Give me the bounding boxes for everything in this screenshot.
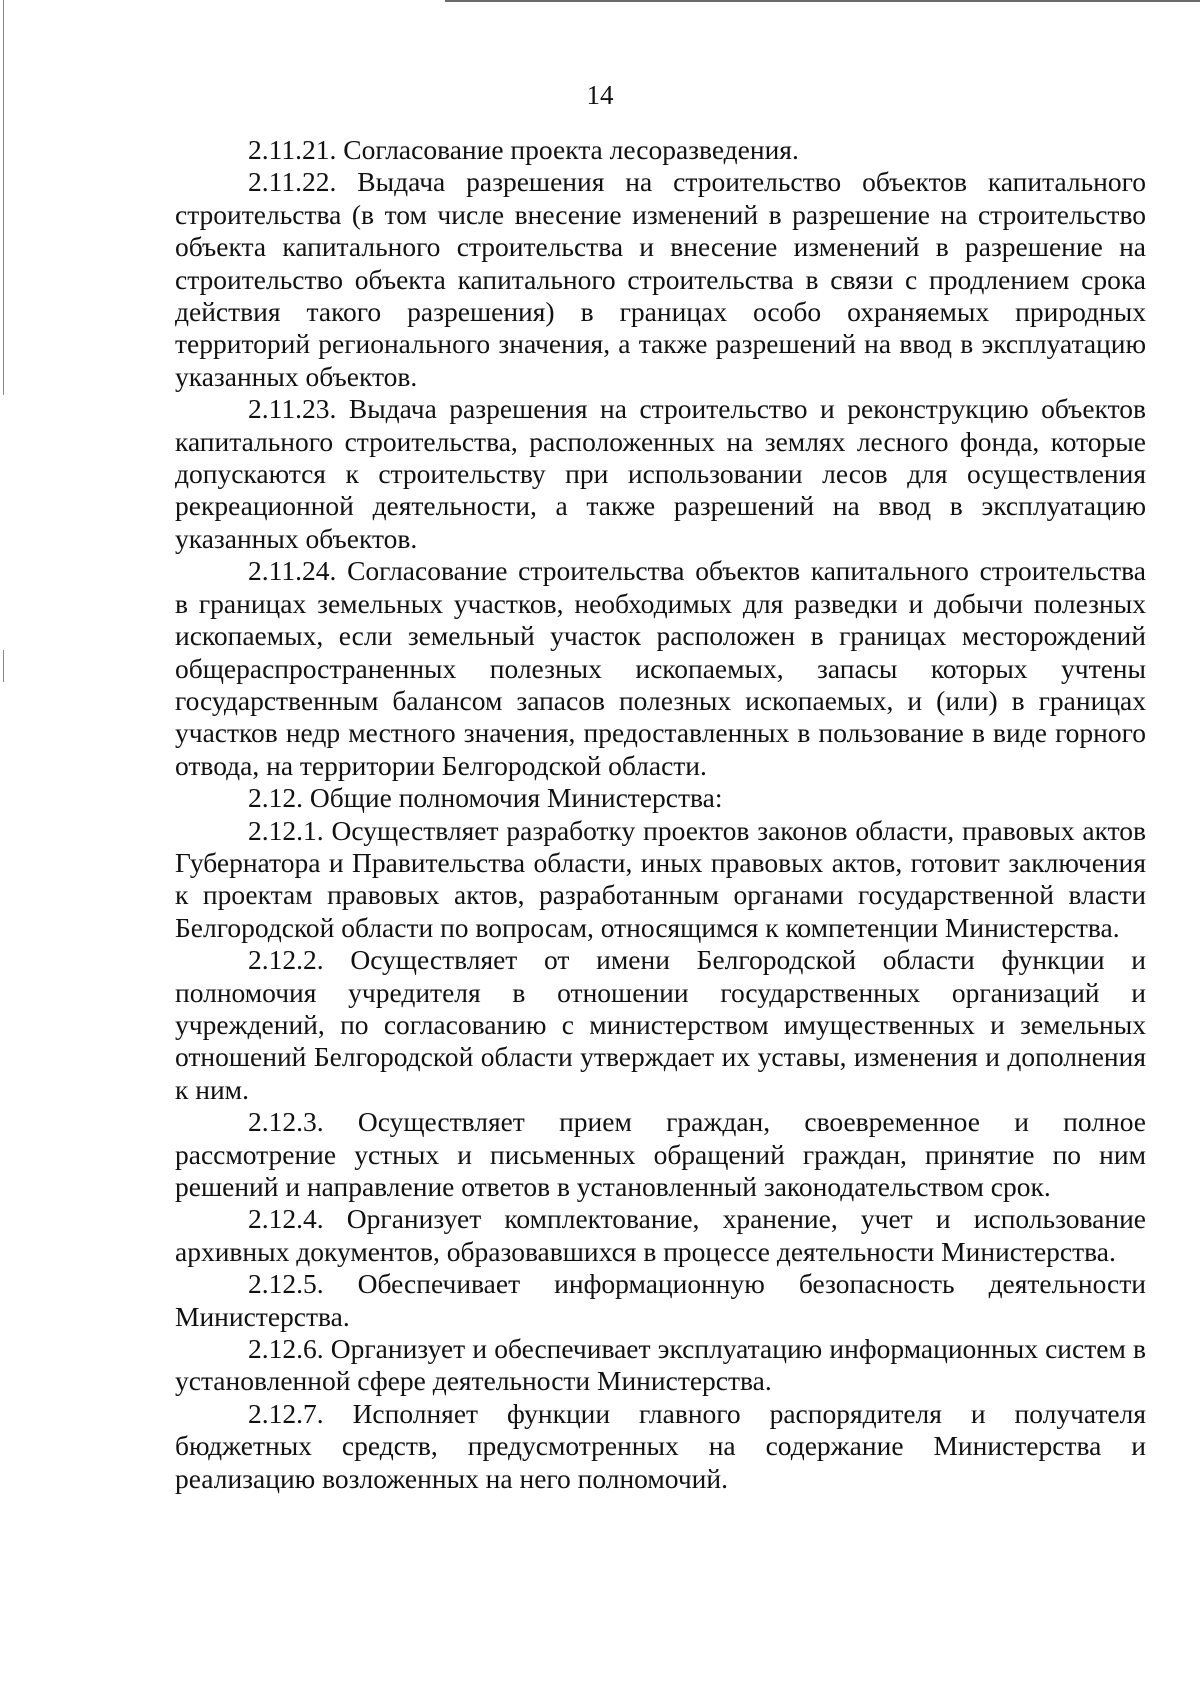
paragraph-2-12: 2.12. Общие полномочия Министерства: — [248, 782, 723, 814]
paragraph-2-12-1: 2.12.1. Осуществляет разработку проектов законов области, правовых актов Губернатора и Правительства области, иных правовых актов, готовит заключения к проектам правовых актов, разработанным органами государственной власти Белгородской области по вопросам, относящимся к компетенции Министерства. — [175, 814, 1146, 943]
document-body — [175, 134, 1146, 1495]
paragraph-2-12-2: 2.12.2. Осуществляет от имени Белгородской области функции и полномочия учредителя в отношении государственных организаций и учреждений, по согласованию с министерством имущественных и земельных отношений Белгородской области утверждает их уставы, изменения и дополнения к ним. — [175, 944, 1146, 1105]
paragraph-2-11-24: 2.11.24. Согласование строительства объектов капитального строительства в границах земельных участков, необходимых для разведки и добычи полезных ископаемых, если земельный участок расположен в границах месторождений общераспространенных полезных ископаемых, запасы которых учтены государственным балансом запасов полезных ископаемых, и (или) в границах участков недр местного значения, предоставленных в пользование в виде горного отвода, на территории Белгородской области. — [175, 555, 1146, 781]
scan-edge-left — [3, 0, 4, 395]
page-number: 14 — [586, 80, 614, 110]
paragraph-2-12-4: 2.12.4. Организует комплектование, хранение, учет и использование архивных документов, образовавшихся в процессе деятельности Министерства. — [175, 1203, 1146, 1267]
paragraph-2-12-6: 2.12.6. Организует и обеспечивает эксплуатацию информационных систем в установленной сфере деятельности Министерства. — [175, 1333, 1146, 1397]
paragraph-2-11-22: 2.11.22. Выдача разрешения на строительство объектов капитального строительства (в том числе внесение изменений в разрешение на строительство объекта капитального строительства и внесение изменений в разрешение на строительство объекта капитального строительства в связи с продлением срока действия такого разрешения) в границах особо охраняемых природных территорий регионального значения, а также разрешений на ввод в эксплуатацию указанных объектов. — [175, 166, 1146, 392]
paragraph-2-12-5: 2.12.5. Обеспечивает информационную безопасность деятельности Министерства. — [175, 1268, 1146, 1332]
scan-edge-top — [445, 0, 1200, 2]
paragraph-2-11-23: 2.11.23. Выдача разрешения на строительство и реконструкцию объектов капитального строительства, расположенных на землях лесного фонда, которые допускаются к строительству при использовании лесов для осуществления рекреационной деятельности, а также разрешений на ввод в эксплуатацию указанных объектов. — [175, 393, 1146, 554]
paragraph-2-12-7: 2.12.7. Исполняет функции главного распорядителя и получателя бюджетных средств, предусмотренных на содержание Министерства и реализацию возложенных на него полномочий. — [175, 1397, 1146, 1494]
paragraph-2-11-21: 2.11.21. Согласование проекта лесоразведения. — [248, 134, 799, 165]
paragraph-2-12-3: 2.12.3. Осуществляет прием граждан, своевременное и полное рассмотрение устных и письменных обращений граждан, принятие по ним решений и направление ответов в установленный законодательством срок. — [175, 1106, 1146, 1202]
scan-mark — [3, 650, 4, 682]
